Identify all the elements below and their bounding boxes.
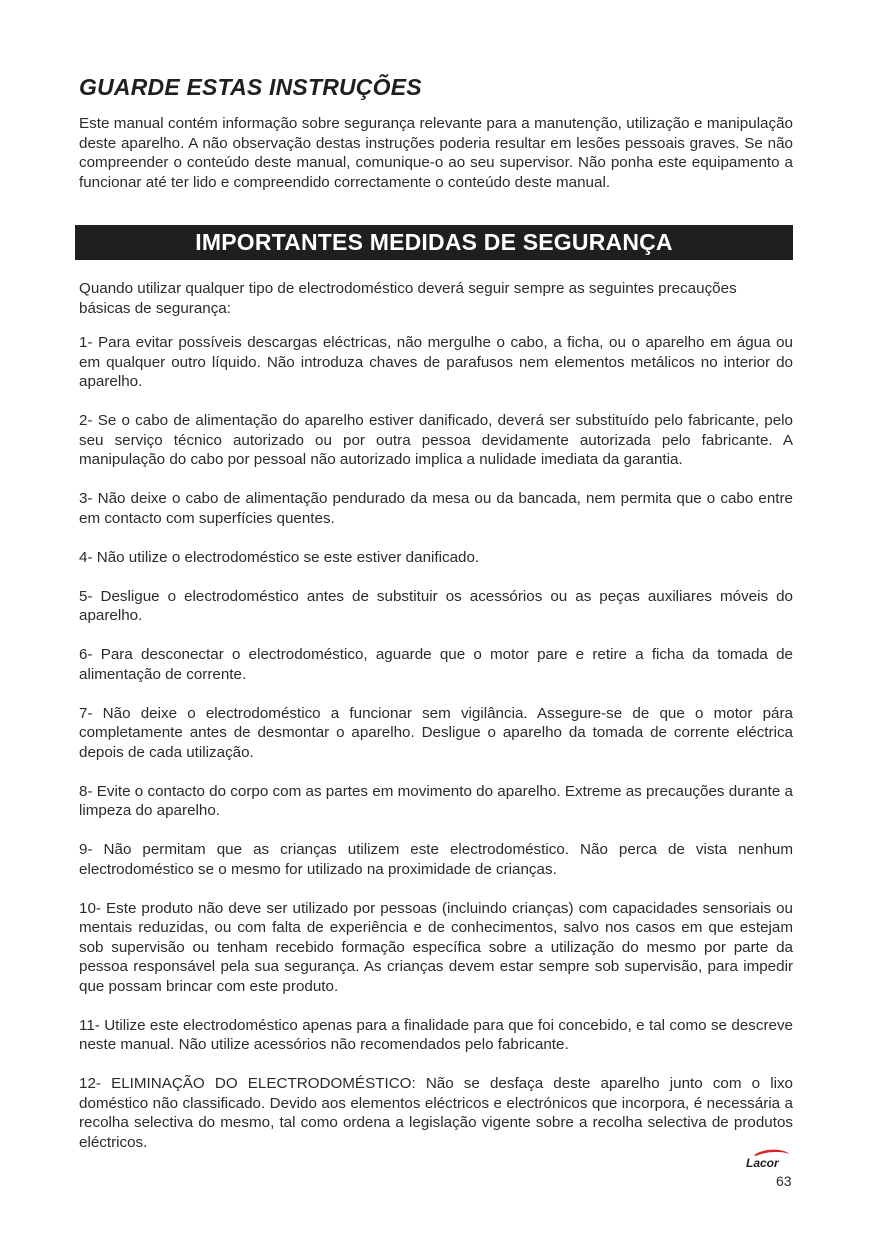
safety-items-list bbox=[79, 333, 793, 1172]
safety-item: 2- Se o cabo de alimentação do aparelho estiver danificado, deverá ser substituído pelo fabricante, pelo seu serviço técnico autorizado ou por outra pessoa devidamente autorizada pelo fabricante. A manipulação do cabo por pessoal não autorizado implica a nulidade imediata da garantia. bbox=[79, 412, 793, 468]
safety-item: 11- Utilize este electrodoméstico apenas para a finalidade para que foi concebido, e tal como se descreve neste manual. Não utilize acessórios não recomendados pelo fabricante. bbox=[79, 1016, 793, 1053]
safety-item: 9- Não permitam que as crianças utilizem este electrodoméstico. Não perca de vista nenhum electrodoméstico se o mesmo for utilizado na proximidade de crianças. bbox=[79, 841, 793, 878]
lead-paragraph: Quando utilizar qualquer tipo de electrodoméstico deverá seguir sempre as seguintes precauções básicas de segurança: bbox=[79, 280, 737, 317]
page-number: 63 bbox=[776, 1173, 792, 1189]
safety-item: 4- Não utilize o electrodoméstico se este estiver danificado. bbox=[79, 548, 480, 566]
safety-item: 8- Evite o contacto do corpo com as partes em movimento do aparelho. Extreme as precauções durante a limpeza do aparelho. bbox=[79, 782, 793, 819]
logo-wordmark: Lacor bbox=[746, 1156, 779, 1170]
safety-item: 10- Este produto não deve ser utilizado por pessoas (incluindo crianças) com capacidades sensoriais ou mentais reduzidas, ou com falta de experiência e de conhecimentos, salvo nos casos em que estejam sob supervisão ou tenham recebido formação específica sobre a utilização do mesmo por parte da pessoa responsável pela sua segurança. As crianças devem estar sempre sob supervisão, para impedir que possam brincar com este produto. bbox=[79, 899, 793, 995]
safety-item: 3- Não deixe o cabo de alimentação pendurado da mesa ou da bancada, nem permita que o cabo entre em contacto com superfícies quentes. bbox=[79, 490, 793, 527]
safety-item: 12- ELIMINAÇÃO DO ELECTRODOMÉSTICO: Não se desfaça deste aparelho junto com o lixo doméstico não classificado. Devido aos elementos eléctricos e electrónicos que incorpora, é necessária a recolha selectiva do mesmo, tal como ordena a legislação vigente sobre a recolha selectiva de produtos eléctricos. bbox=[79, 1075, 793, 1151]
section-heading: IMPORTANTES MEDIDAS DE SEGURANÇA bbox=[195, 229, 673, 255]
lacor-logo bbox=[744, 1148, 796, 1170]
safety-item: 1- Para evitar possíveis descargas eléctricas, não mergulhe o cabo, a ficha, ou o aparelho em água ou em qualquer outro líquido. Não introduza chaves de parafusos nem elementos metálicos no interior do aparelho. bbox=[79, 334, 793, 390]
page-title: GUARDE ESTAS INSTRUÇÕES bbox=[79, 74, 422, 100]
safety-item: 6- Para desconectar o electrodoméstico, aguarde que o motor pare e retire a ficha da tomada de alimentação de corrente. bbox=[79, 646, 793, 683]
section-heading-banner bbox=[75, 225, 793, 260]
intro-paragraph: Este manual contém informação sobre segurança relevante para a manutenção, utilização e manipulação deste aparelho. A não observação destas instruções poderia resultar em lesões pessoais graves. Se não compreender o conteúdo deste manual, comunique-o ao seu supervisor. Não ponha este equipamento a funcionar até ter lido e compreendido correctamente o conteúdo deste manual. bbox=[79, 115, 793, 191]
safety-item: 5- Desligue o electrodoméstico antes de substituir os acessórios ou as peças auxiliares móveis do aparelho. bbox=[79, 587, 793, 624]
safety-item: 7- Não deixe o electrodoméstico a funcionar sem vigilância. Assegure-se de que o motor pára completamente antes de desmontar o aparelho. Desligue o aparelho da tomada de corrente eléctrica depois de cada utilização. bbox=[79, 704, 793, 761]
